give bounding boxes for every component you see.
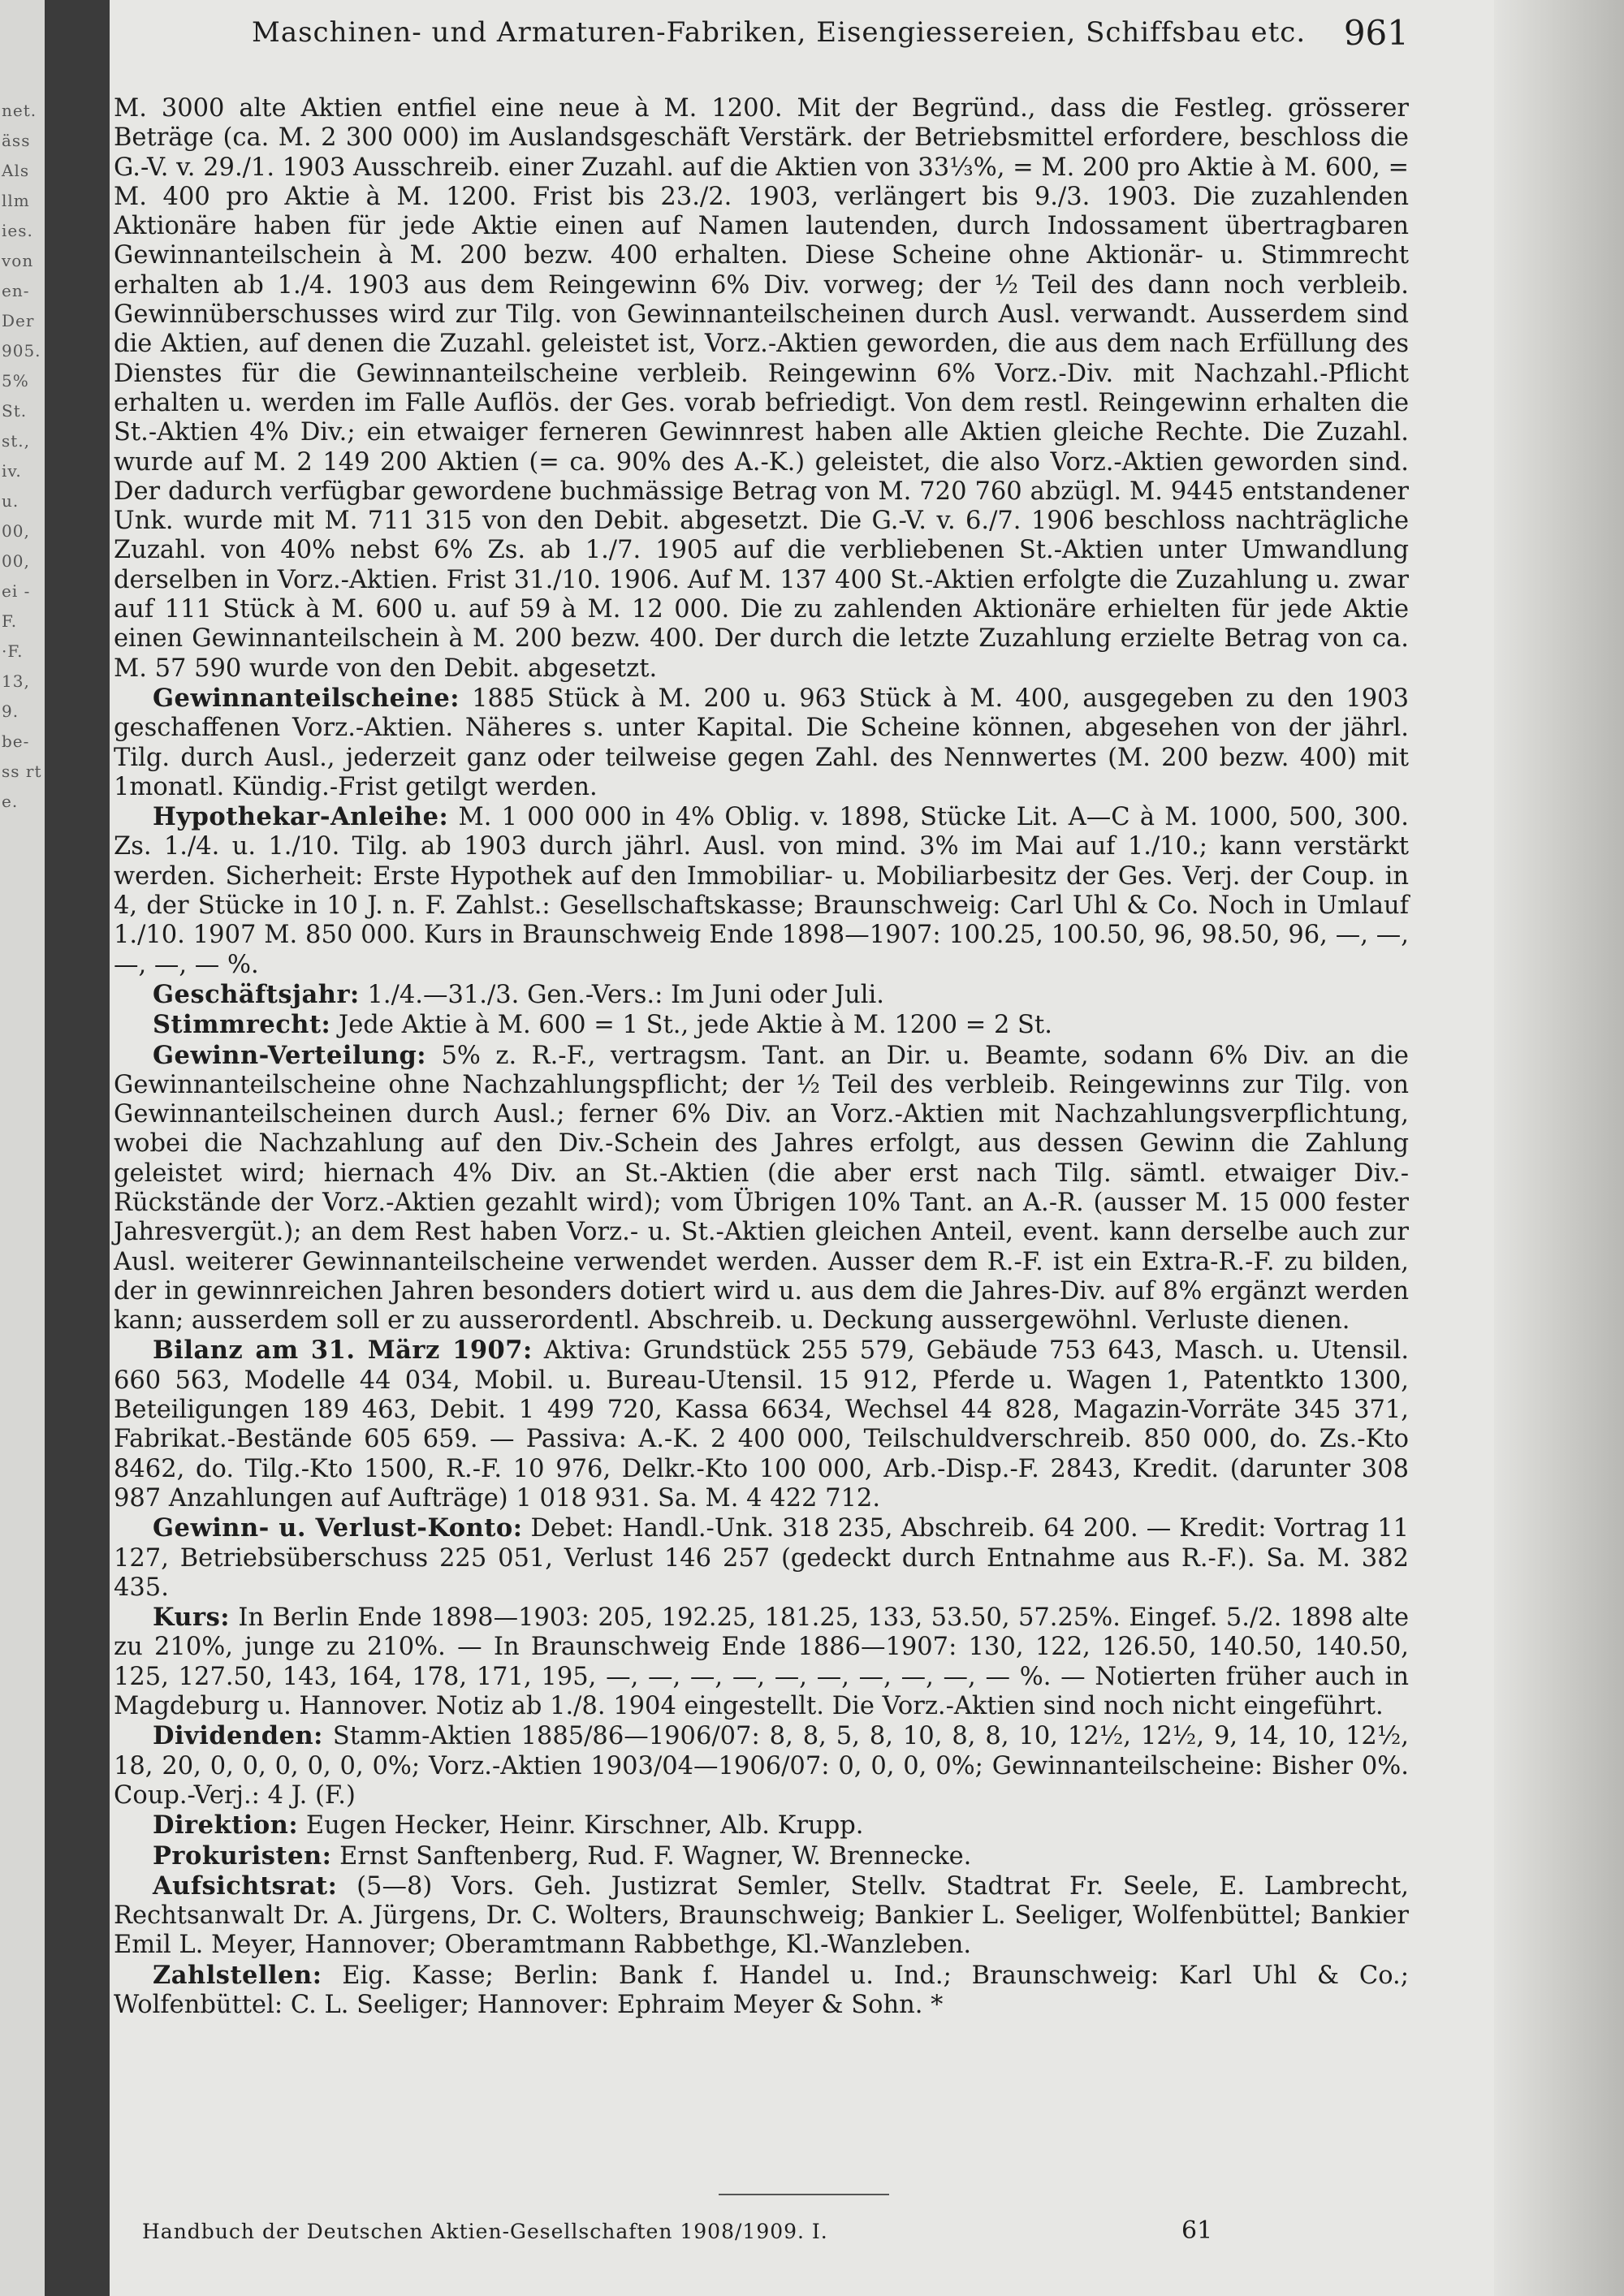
geschaeftsjahr-paragraph xyxy=(114,980,1409,1010)
running-title: Maschinen- und Armaturen-Fabriken, Eisengiessereien, Schiffsbau etc. xyxy=(252,16,1307,49)
section-label: Aufsichtsrat: xyxy=(153,1871,338,1901)
paragraph-text: 1./4.—31./3. Gen.-Vers.: Im Juni oder Juli. xyxy=(367,980,884,1009)
section-label: Bilanz am 31. März 1907: xyxy=(153,1336,533,1366)
section-label: Hypothekar-Anleihe: xyxy=(153,802,449,832)
paragraph-text: Eig. Kasse; Berlin: Bank f. Handel u. Ind.; Braunschweig: Karl Uhl & Co.; Wolfenbüttel: C. L. Seeliger; Hannover: Ephraim Meyer & Sohn. * xyxy=(114,1961,1409,2019)
paragraph-text: Stamm-Aktien 1885/86—1906/07: 8, 8, 5, 8, 10, 8, 8, 10, 12½, 12½, 9, 14, 10, 12½, 18, 20, 0, 0, 0, 0, 0, 0%; Vorz.-Aktien 1903/04—1906/07: 0, 0, 0, 0%; Gewinnanteilscheine: Bisher 0%. Coup.-Verj.: 4 J. (F.) xyxy=(114,1722,1410,1810)
section-label: Prokuristen: xyxy=(153,1841,332,1871)
prokuristen-paragraph xyxy=(114,1841,1409,1871)
section-label: Direktion: xyxy=(153,1810,299,1841)
capital-history-paragraph xyxy=(114,94,1409,684)
stimmrecht-paragraph xyxy=(114,1010,1409,1040)
paragraph-text: 1885 Stück à M. 200 u. 963 Stück à M. 400, ausgegeben zu den 1903 geschaffenen Vorz.-Aktien. Näheres s. unter Kapital. Die Scheine können, abgesehen von der jährl. Tilg. durch Ausl., jederzeit ganz oder teilweise gegen Zahl. des Nennwertes (M. 200 bezw. 400) mit 1monatl. Kündig.-Frist getilgt werden. xyxy=(114,684,1409,801)
page-header xyxy=(142,13,1409,65)
aufsichtsrat-paragraph xyxy=(114,1871,1409,1961)
section-label: Gewinn-Verteilung: xyxy=(153,1040,427,1070)
section-label: Geschäftsjahr: xyxy=(153,979,360,1009)
paragraph-text: Jede Aktie à M. 600 = 1 St., jede Aktie à M. 1200 = 2 St. xyxy=(339,1011,1052,1040)
left-margin xyxy=(0,0,45,2296)
gewinn-verlust-paragraph xyxy=(114,1513,1409,1603)
bilanz-paragraph xyxy=(114,1336,1409,1513)
page-number: 961 xyxy=(1343,13,1409,53)
left-margin-fragments: net. äss Als llm ies. von en- Der 905. 5% St. st., iv. u. 00, 00, ei -F. ·F. 13, 9. be- ss rt e. xyxy=(2,101,42,811)
paragraph-text: Aktiva: Grundstück 255 579, Gebäude 753 643, Masch. u. Utensil. 660 563, Modelle 44 034, Mobil. u. Bureau-Utensil. 15 912, Pferde u. Wagen 1, Patentkto 1300, Beteiligungen 189 463, Debit. 1 499 720, Kassa 6634, Wechsel 44 828, Magazin-Vorräte 345 371, Fabrikat.-Bestände 605 659. — Passiva: A.-K. 2 400 000, Teilschuldverschreib. 850 000, do. Zs.-Kto 8462, do. Tilg.-Kto 1500, R.-F. 10 976, Delkr.-Kto 100 000, Arb.-Disp.-F. 2843, Kredit. (darunter 308 987 Anzahlungen auf Aufträge) 1 018 931. Sa. M. 4 422 712. xyxy=(114,1336,1410,1513)
section-label: Dividenden: xyxy=(153,1721,323,1751)
paragraph-text: 5% z. R.-F., vertragsm. Tant. an Dir. u. Beamte, sodann 6% Div. an die Gewinnanteilscheine ohne Nachzahlungspflicht; der ½ Teil des verbleib. Reingewinns zur Tilg. von Gewinnanteilscheinen durch Ausl.; ferner 6% Div. an Vorz.-Aktien mit Nachzahlungsverpflichtung, wobei die Nachzahlung auf den Div.-Schein des Jahres erfolgt, aus dessen Gewinn die Zahlung geleistet wird; hiernach 4% Div. an St.-Aktien (die aber erst nach Tilg. sämtl. etwaiger Div.-Rückstände der Vorz.-Aktien gezahlt wird); vom Übrigen 10% Tant. an A.-R. (ausser M. 15 000 fester Jahresvergüt.); an dem Rest haben Vorz.- u. St.-Aktien gleichen Anteil, event. kann derselbe auch zur Ausl. weiterer Gewinnanteilscheine verwendet werden. Ausser dem R.-F. ist ein Extra-R.-F. zu bilden, der in gewinnreichen Jahren besonders dotiert wird u. aus dem die Jahres-Div. auf 8% ergänzt werden kann; ausserdem soll er zu ausserordentl. Abschreib. u. Deckung aussergewöhnl. Verluste dienen. xyxy=(114,1041,1409,1336)
page-body xyxy=(114,94,1409,2020)
paragraph-text: Eugen Hecker, Heinr. Kirschner, Alb. Krupp. xyxy=(305,1811,864,1841)
right-page-edge xyxy=(1494,0,1624,2296)
signature-number: 61 xyxy=(1181,2216,1213,2245)
gewinn-verteilung-paragraph xyxy=(114,1041,1409,1336)
kurs-paragraph xyxy=(114,1603,1409,1721)
paragraph-text: M. 1 000 000 in 4% Oblig. v. 1898, Stücke Lit. A—C à M. 1000, 500, 300. Zs. 1./4. u. 1./10. Tilg. ab 1903 durch jährl. Ausl. von mind. 3% im Mai auf 1./10.; kann verstärkt werden. Sicherheit: Erste Hypothek auf den Immobiliar- u. Mobiliarbesitz der Ges. Verj. der Coup. in 4, der Stücke in 10 J. n. F. Zahlst.: Gesellschaftskasse; Braunschweig: Carl Uhl & Co. Noch in Umlauf 1./10. 1907 M. 850 000. Kurs in Braunschweig Ende 1898—1907: 100.25, 100.50, 96, 98.50, 96, —, —, —, —, — %. xyxy=(114,803,1409,979)
page-footer xyxy=(142,2200,1409,2249)
paragraph-text: In Berlin Ende 1898—1903: 205, 192.25, 181.25, 133, 53.50, 57.25%. Eingef. 5./2. 1898 alte zu 210%, junge zu 210%. — In Braunschweig Ende 1886—1907: 130, 122, 126.50, 140.50, 140.50, 125, 127.50, 143, 164, 178, 171, 195, —, —, —, —, —, —, —, —, —, — %. — Notierten früher auch in Magdeburg u. Hannover. Notiz ab 1./8. 1904 eingestellt. Die Vorz.-Aktien sind noch nicht eingeführt. xyxy=(114,1603,1409,1721)
zahlstellen-paragraph xyxy=(114,1961,1409,2021)
paragraph-text: M. 3000 alte Aktien entfiel eine neue à M. 1200. Mit der Begründ., dass die Festleg. grösserer Beträge (ca. M. 2 300 000) im Auslandsgeschäft Verstärk. der Betriebsmittel erfordere, beschloss die G.-V. v. 29./1. 1903 Ausschreib. einer Zuzahl. auf die Aktien von 33⅓%, = M. 200 pro Aktie à M. 600, = M. 400 pro Aktie à M. 1200. Frist bis 23./2. 1903, verlängert bis 9./3. 1903. Die zuzahlenden Aktionäre haben für jede Aktie einen auf Namen lautenden, durch Indossament übertragbaren Gewinnanteilschein à M. 200 bezw. 400 erhalten. Diese Scheine ohne Aktionär- u. Stimmrecht erhalten ab 1./4. 1903 aus dem Reingewinn 6% Div. vorweg; der ½ Teil des dann noch verbleib. Gewinnüberschusses wird zur Tilg. von Gewinnanteilscheinen durch Ausl. verwandt. Ausserdem sind die Aktien, auf denen die Zuzahl. geleistet ist, Vorz.-Aktien geworden, die aus dem nach Erfüllung des Dienstes für die Gewinnanteilscheine verbleib. Reingewinn 6% Vorz.-Div. mit Nachzahl.-Pflicht erhalten u. werden im Falle Auflös. der Ges. vorab befriedigt. Von dem restl. Reingewinn erhalten die St.-Aktien 4% Div.; ein etwaiger ferneren Gewinnrest haben alle Aktien gleiche Rechte. Die Zuzahl. wurde auf M. 2 149 200 Aktien (= ca. 90% des A.-K.) geleistet, die also Vorz.-Aktien geworden sind. Der dadurch verfügbar gewordene buchmässige Betrag von M. 720 760 abzügl. M. 9445 entstandener Unk. wurde mit M. 711 315 von den Debit. abgesetzt. Die G.-V. v. 6./7. 1906 beschloss nachträgliche Zuzahl. von 40% nebst 6% Zs. ab 1./7. 1905 auf die verbliebenen St.-Aktien unter Umwandlung derselben in Vorz.-Aktien. Frist 31./10. 1906. Auf M. 137 400 St.-Aktien erfolgte die Zuzahlung u. zwar auf 111 Stück à M. 600 u. auf 59 à M. 12 000. Die zu zahlenden Aktionäre erhielten für jede Aktie einen Gewinnanteilschein à M. 200 bezw. 400. Der durch die letzte Zuzahlung erzielte Betrag von ca. M. 57 590 wurde von den Debit. abgesetzt. xyxy=(114,94,1409,683)
footer-title: Handbuch der Deutschen Aktien-Gesellschaften 1908/1909. I. xyxy=(142,2220,828,2243)
paragraph-text: (5—8) Vors. Geh. Justizrat Semler, Stellv. Stadtrat Fr. Seele, E. Lambrecht, Rechtsanwalt Dr. A. Jürgens, Dr. C. Wolters, Braunschweig; Bankier L. Seeliger, Wolfenbüttel; Bankier Emil L. Meyer, Hannover; Oberamtmann Rabbethge, Kl.-Wanzleben. xyxy=(114,1871,1409,1960)
dividenden-paragraph xyxy=(114,1721,1409,1810)
paragraph-text: Debet: Handl.-Unk. 318 235, Abschreib. 64 200. — Kredit: Vortrag 11 127, Betriebsüberschuss 225 051, Verlust 146 257 (gedeckt durch Entnahme aus R.-F.). Sa. M. 382 435. xyxy=(114,1514,1410,1602)
footer-rule xyxy=(719,2194,889,2195)
gewinnanteilscheine-paragraph xyxy=(114,684,1409,802)
section-label: Kurs: xyxy=(153,1603,231,1633)
section-label: Gewinnanteilscheine: xyxy=(153,683,460,713)
section-label: Stimmrecht: xyxy=(153,1010,331,1040)
hypothekar-anleihe-paragraph xyxy=(114,802,1409,980)
paragraph-text: Ernst Sanftenberg, Rud. F. Wagner, W. Brennecke. xyxy=(339,1841,972,1871)
section-label: Gewinn- u. Verlust-Konto: xyxy=(153,1513,523,1543)
section-label: Zahlstellen: xyxy=(153,1960,322,1990)
direktion-paragraph xyxy=(114,1810,1409,1841)
book-gutter-shadow xyxy=(45,0,110,2296)
